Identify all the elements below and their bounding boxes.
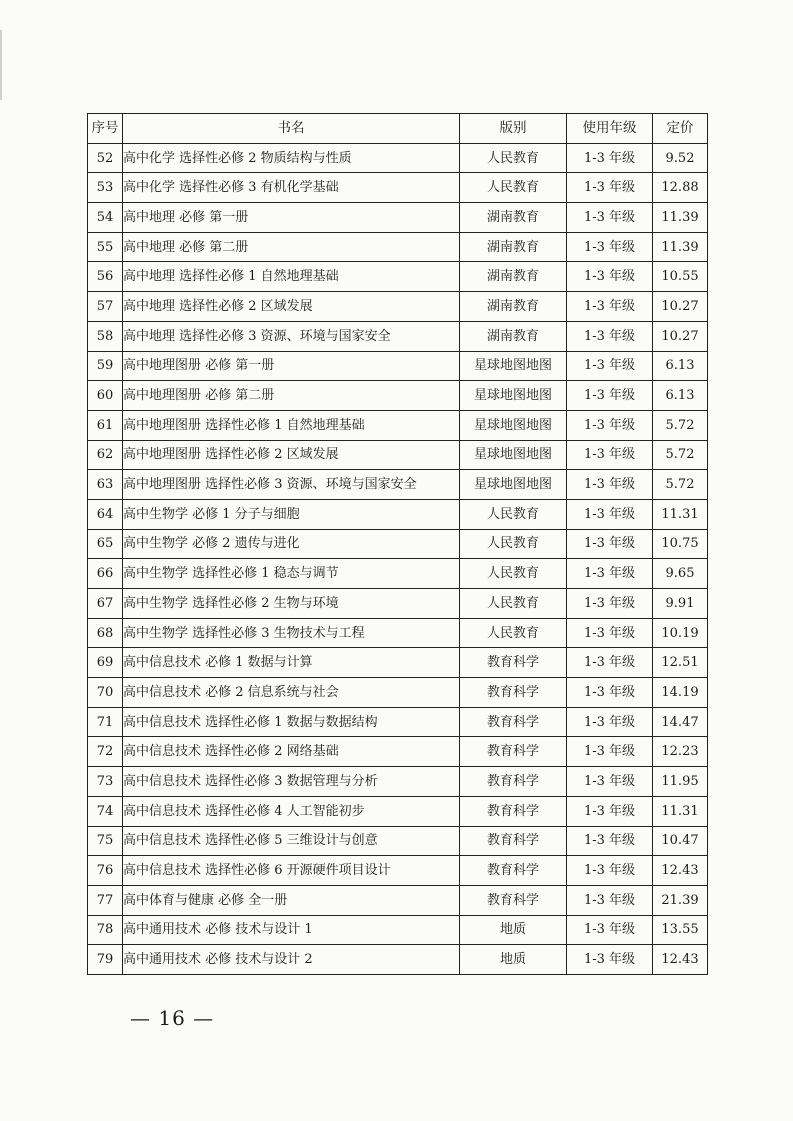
row-price: 10.47 — [653, 826, 708, 856]
row-grade: 1-3 年级 — [567, 143, 653, 173]
row-book-name: 高中信息技术 选择性必修 5 三维设计与创意 — [123, 826, 460, 856]
table-row — [88, 707, 708, 737]
row-grade: 1-3 年级 — [567, 173, 653, 203]
row-publisher: 湖南教育 — [460, 292, 567, 322]
row-price: 6.13 — [653, 381, 708, 411]
row-price: 12.43 — [653, 856, 708, 886]
row-index: 71 — [88, 707, 123, 737]
row-publisher: 地质 — [460, 915, 567, 945]
row-book-name: 高中地理 必修 第一册 — [123, 203, 460, 233]
row-index: 60 — [88, 381, 123, 411]
table-row — [88, 143, 708, 173]
row-grade: 1-3 年级 — [567, 381, 653, 411]
row-book-name: 高中通用技术 必修 技术与设计 1 — [123, 915, 460, 945]
table-row — [88, 826, 708, 856]
row-book-name: 高中地理 选择性必修 1 自然地理基础 — [123, 262, 460, 292]
table-row — [88, 321, 708, 351]
table-row — [88, 529, 708, 559]
table-row — [88, 737, 708, 767]
row-book-name: 高中信息技术 选择性必修 3 数据管理与分析 — [123, 767, 460, 797]
row-book-name: 高中信息技术 选择性必修 1 数据与数据结构 — [123, 707, 460, 737]
row-price: 14.19 — [653, 678, 708, 708]
row-publisher: 人民教育 — [460, 143, 567, 173]
row-index: 63 — [88, 470, 123, 500]
row-grade: 1-3 年级 — [567, 470, 653, 500]
table-row — [88, 173, 708, 203]
row-price: 12.43 — [653, 945, 708, 975]
row-grade: 1-3 年级 — [567, 618, 653, 648]
row-price: 12.88 — [653, 173, 708, 203]
table-row — [88, 203, 708, 233]
row-book-name: 高中生物学 必修 1 分子与细胞 — [123, 499, 460, 529]
row-grade: 1-3 年级 — [567, 351, 653, 381]
row-publisher: 星球地图地图 — [460, 351, 567, 381]
table-row — [88, 885, 708, 915]
row-grade: 1-3 年级 — [567, 529, 653, 559]
row-grade: 1-3 年级 — [567, 678, 653, 708]
row-publisher: 星球地图地图 — [460, 381, 567, 411]
row-grade: 1-3 年级 — [567, 885, 653, 915]
row-price: 12.23 — [653, 737, 708, 767]
row-grade: 1-3 年级 — [567, 796, 653, 826]
table-row — [88, 767, 708, 797]
row-grade: 1-3 年级 — [567, 292, 653, 322]
row-book-name: 高中通用技术 必修 技术与设计 2 — [123, 945, 460, 975]
row-index: 68 — [88, 618, 123, 648]
row-price: 9.91 — [653, 589, 708, 619]
row-book-name: 高中地理图册 必修 第一册 — [123, 351, 460, 381]
table-row — [88, 410, 708, 440]
row-index: 78 — [88, 915, 123, 945]
table-row — [88, 796, 708, 826]
row-grade: 1-3 年级 — [567, 203, 653, 233]
row-grade: 1-3 年级 — [567, 945, 653, 975]
row-index: 70 — [88, 678, 123, 708]
row-publisher: 湖南教育 — [460, 232, 567, 262]
row-index: 65 — [88, 529, 123, 559]
table-row — [88, 292, 708, 322]
row-book-name: 高中信息技术 必修 2 信息系统与社会 — [123, 678, 460, 708]
row-grade: 1-3 年级 — [567, 915, 653, 945]
row-grade: 1-3 年级 — [567, 559, 653, 589]
row-publisher: 教育科学 — [460, 826, 567, 856]
table-row — [88, 351, 708, 381]
table-row — [88, 589, 708, 619]
row-book-name: 高中地理图册 选择性必修 1 自然地理基础 — [123, 410, 460, 440]
row-grade: 1-3 年级 — [567, 737, 653, 767]
row-publisher: 地质 — [460, 945, 567, 975]
header-book-name: 书名 — [123, 114, 460, 144]
row-index: 72 — [88, 737, 123, 767]
row-price: 9.52 — [653, 143, 708, 173]
row-index: 73 — [88, 767, 123, 797]
row-grade: 1-3 年级 — [567, 767, 653, 797]
row-index: 64 — [88, 499, 123, 529]
row-book-name: 高中地理 必修 第二册 — [123, 232, 460, 262]
row-price: 11.39 — [653, 203, 708, 233]
row-index: 79 — [88, 945, 123, 975]
row-price: 5.72 — [653, 440, 708, 470]
row-index: 57 — [88, 292, 123, 322]
row-publisher: 教育科学 — [460, 678, 567, 708]
row-book-name: 高中化学 选择性必修 3 有机化学基础 — [123, 173, 460, 203]
row-index: 58 — [88, 321, 123, 351]
table-row — [88, 381, 708, 411]
row-index: 67 — [88, 589, 123, 619]
row-price: 5.72 — [653, 410, 708, 440]
header-price: 定价 — [653, 114, 708, 144]
row-index: 77 — [88, 885, 123, 915]
row-index: 55 — [88, 232, 123, 262]
header-publisher: 版别 — [460, 114, 567, 144]
row-price: 11.95 — [653, 767, 708, 797]
header-grade: 使用年级 — [567, 114, 653, 144]
row-publisher: 教育科学 — [460, 707, 567, 737]
row-book-name: 高中地理 选择性必修 3 资源、环境与国家安全 — [123, 321, 460, 351]
row-publisher: 星球地图地图 — [460, 410, 567, 440]
row-book-name: 高中地理 选择性必修 2 区域发展 — [123, 292, 460, 322]
row-price: 10.19 — [653, 618, 708, 648]
row-publisher: 人民教育 — [460, 173, 567, 203]
table-row — [88, 945, 708, 975]
textbook-price-table — [87, 113, 708, 975]
row-price: 10.27 — [653, 292, 708, 322]
table-row — [88, 915, 708, 945]
row-publisher: 星球地图地图 — [460, 440, 567, 470]
row-index: 53 — [88, 173, 123, 203]
row-grade: 1-3 年级 — [567, 440, 653, 470]
table-row — [88, 648, 708, 678]
row-index: 62 — [88, 440, 123, 470]
row-book-name: 高中信息技术 选择性必修 6 开源硬件项目设计 — [123, 856, 460, 886]
row-price: 11.31 — [653, 499, 708, 529]
row-book-name: 高中生物学 选择性必修 2 生物与环境 — [123, 589, 460, 619]
row-price: 6.13 — [653, 351, 708, 381]
row-grade: 1-3 年级 — [567, 826, 653, 856]
row-price: 11.39 — [653, 232, 708, 262]
row-price: 11.31 — [653, 796, 708, 826]
row-book-name: 高中地理图册 选择性必修 3 资源、环境与国家安全 — [123, 470, 460, 500]
row-index: 75 — [88, 826, 123, 856]
row-publisher: 人民教育 — [460, 499, 567, 529]
row-price: 10.55 — [653, 262, 708, 292]
row-grade: 1-3 年级 — [567, 262, 653, 292]
table-row — [88, 232, 708, 262]
row-price: 9.65 — [653, 559, 708, 589]
row-index: 59 — [88, 351, 123, 381]
row-publisher: 教育科学 — [460, 767, 567, 797]
row-index: 66 — [88, 559, 123, 589]
table-body — [88, 143, 708, 974]
scan-edge-mark — [0, 30, 2, 100]
table-row — [88, 262, 708, 292]
row-publisher: 湖南教育 — [460, 321, 567, 351]
row-grade: 1-3 年级 — [567, 499, 653, 529]
table-header-row — [88, 114, 708, 144]
table-row — [88, 856, 708, 886]
table-row — [88, 499, 708, 529]
row-index: 74 — [88, 796, 123, 826]
row-publisher: 星球地图地图 — [460, 470, 567, 500]
row-index: 61 — [88, 410, 123, 440]
row-publisher: 人民教育 — [460, 559, 567, 589]
row-index: 54 — [88, 203, 123, 233]
row-grade: 1-3 年级 — [567, 321, 653, 351]
row-price: 5.72 — [653, 470, 708, 500]
row-book-name: 高中信息技术 选择性必修 2 网络基础 — [123, 737, 460, 767]
table-row — [88, 440, 708, 470]
row-price: 13.55 — [653, 915, 708, 945]
row-book-name: 高中化学 选择性必修 2 物质结构与性质 — [123, 143, 460, 173]
row-index: 76 — [88, 856, 123, 886]
row-index: 69 — [88, 648, 123, 678]
row-publisher: 教育科学 — [460, 885, 567, 915]
row-grade: 1-3 年级 — [567, 707, 653, 737]
row-book-name: 高中生物学 选择性必修 3 生物技术与工程 — [123, 618, 460, 648]
row-price: 10.75 — [653, 529, 708, 559]
row-grade: 1-3 年级 — [567, 589, 653, 619]
table-row — [88, 559, 708, 589]
row-book-name: 高中信息技术 必修 1 数据与计算 — [123, 648, 460, 678]
row-grade: 1-3 年级 — [567, 232, 653, 262]
row-book-name: 高中地理图册 选择性必修 2 区域发展 — [123, 440, 460, 470]
row-price: 12.51 — [653, 648, 708, 678]
row-book-name: 高中生物学 选择性必修 1 稳态与调节 — [123, 559, 460, 589]
row-book-name: 高中信息技术 选择性必修 4 人工智能初步 — [123, 796, 460, 826]
row-price: 10.27 — [653, 321, 708, 351]
row-publisher: 教育科学 — [460, 737, 567, 767]
row-publisher: 湖南教育 — [460, 203, 567, 233]
row-grade: 1-3 年级 — [567, 856, 653, 886]
page-number: — 16 — — [130, 1006, 215, 1030]
row-publisher: 人民教育 — [460, 589, 567, 619]
header-index: 序号 — [88, 114, 123, 144]
table-row — [88, 470, 708, 500]
row-index: 56 — [88, 262, 123, 292]
row-publisher: 湖南教育 — [460, 262, 567, 292]
row-book-name: 高中体育与健康 必修 全一册 — [123, 885, 460, 915]
row-publisher: 教育科学 — [460, 648, 567, 678]
row-book-name: 高中地理图册 必修 第二册 — [123, 381, 460, 411]
row-grade: 1-3 年级 — [567, 410, 653, 440]
row-price: 21.39 — [653, 885, 708, 915]
table-row — [88, 618, 708, 648]
row-grade: 1-3 年级 — [567, 648, 653, 678]
table-row — [88, 678, 708, 708]
row-index: 52 — [88, 143, 123, 173]
row-publisher: 教育科学 — [460, 856, 567, 886]
row-book-name: 高中生物学 必修 2 遗传与进化 — [123, 529, 460, 559]
row-publisher: 人民教育 — [460, 618, 567, 648]
row-price: 14.47 — [653, 707, 708, 737]
row-publisher: 教育科学 — [460, 796, 567, 826]
row-publisher: 人民教育 — [460, 529, 567, 559]
